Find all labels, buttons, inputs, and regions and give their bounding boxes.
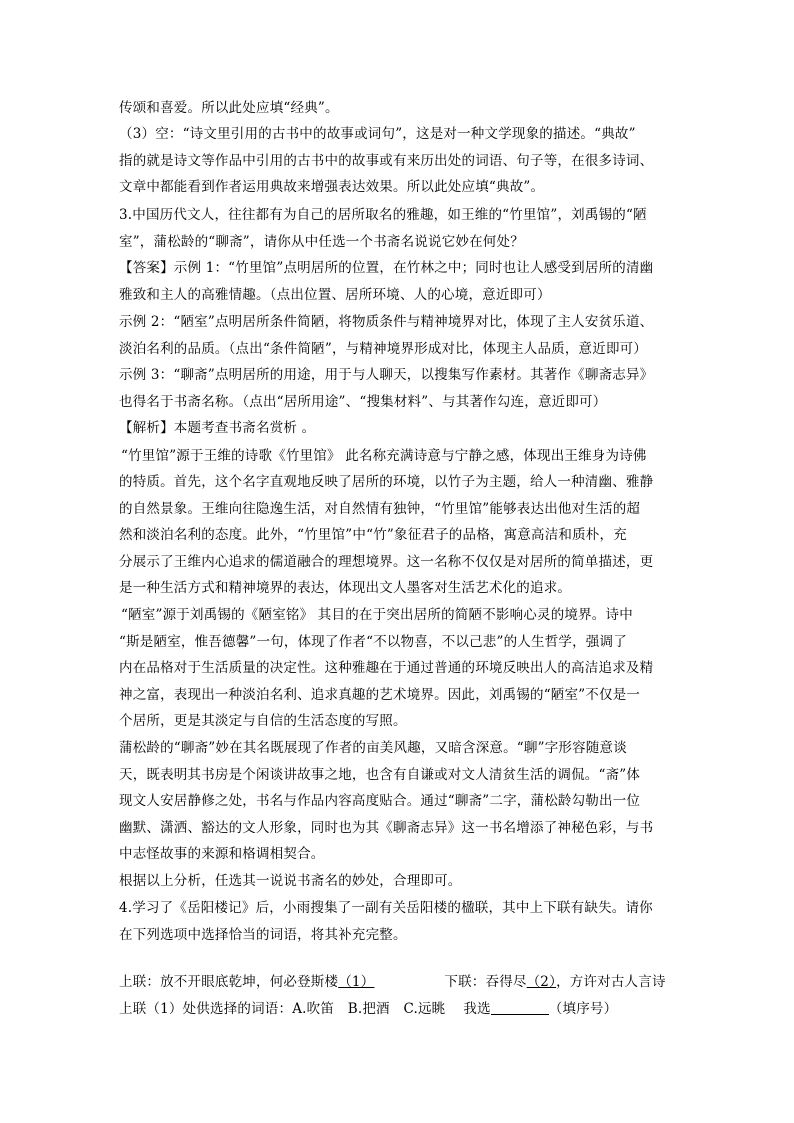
text-line: “竹里馆”源于王维的诗歌《竹里馆》 此名称充满诗意与宁静之感，体现出王维身为诗佛 [121, 448, 647, 464]
lower-blank: （2） [526, 974, 557, 990]
text-line: 示例 2：“陋室”点明居所条件简陋，将物质条件与精神境界对比，体现了主人安贫乐道、 [119, 314, 654, 330]
text-line: 也得名于书斋名称。（点出“居所用途”、“搜集材料”、与其著作勾连，意近即可） [119, 394, 607, 410]
upper-blank: （1） [338, 974, 375, 990]
options-text: 上联（1）处供选择的词语：A.吹笛 B.把酒 C.远眺 [119, 1001, 446, 1017]
options-line [119, 999, 617, 1019]
text-line: 【解析】本题考查书斋名赏析 。 [119, 420, 316, 436]
text-line: 内在品格对于生活质量的决定性。这种雅趣在于通过普通的环境反映出人的高洁追求及精 [119, 660, 654, 676]
text-line: 的自然景象。王维向往隐逸生活，对自然情有独钟，“竹里馆”能够表达出他对生活的超 [119, 501, 641, 517]
upper-prefix: 上联：放不开眼底乾坤，何必登斯楼 [119, 974, 339, 990]
text-line: 蒲松龄的“聊斋”妙在其名既展现了作者的亩美风趣，又暗含深意。“聊”字形容随意谈 [119, 740, 627, 756]
text-line: 神之富，表现出一种淡泊名利、追求真趣的艺术境界。因此，刘禹锡的“陋室”不仅是一 [119, 687, 641, 703]
text-line: 【答案】示例 1：“竹里馆”点明居所的位置，在竹林之中；同时也让人感受到居所的清幽 [119, 260, 654, 276]
text-line: 分展示了王维内心追求的儒道融合的理想境界。这一名称不仅仅是对居所的简单描述，更 [119, 554, 654, 570]
text-line: 然和淡泊名利的态度。此外，“竹里馆”中“竹”象征君子的品格，寓意高洁和质朴，充 [119, 527, 627, 543]
text-line: 淡泊名利的品质。（点出“条件简陋”，与精神境界形成对比，体现主人品质，意近即可） [119, 341, 648, 357]
text-line: “陋室”源于刘禹锡的《陋室铭》 其目的在于突出居所的简陋不影响心灵的境界。诗中 [121, 607, 633, 623]
text-line: 指的就是诗文等作品中引用的古书中的故事或有来历出处的词语、句子等，在很多诗词、 [119, 153, 654, 169]
text-line: 根据以上分析，任选其一说说书斋名的妙处，合理即可。 [119, 873, 462, 889]
couplet-line [119, 972, 666, 992]
text-line: 在下列选项中选择恰当的词语，将其补充完整。 [119, 927, 407, 943]
text-line: 个居所，更是其淡定与自信的生活态度的写照。 [119, 713, 407, 729]
fill-note: （填序号） [548, 1001, 618, 1017]
lower-prefix: 下联：吞得尽 [444, 974, 527, 990]
text-line: 文章中都能看到作者运用典故来增强表达效果。所以此处应填“典故”。 [119, 179, 545, 195]
text-line: 室”，蒲松龄的“聊斋”，请你从中任选一个书斋名说说它妙在何处？ [119, 234, 524, 250]
text-line: 传颂和喜爱。所以此处应填“经典”。 [119, 100, 339, 116]
text-line: 3.中国历代文人，往往都有为自己的居所取名的雅趣，如王维的“竹里馆”，刘禹锡的“陋 [119, 207, 647, 223]
text-line: 的特质。首先，这个名字直观地反映了居所的环境，以竹子为主题，给人一种清幽、雅静 [119, 474, 654, 490]
text-line: 中志怪故事的来源和格调相契合。 [119, 846, 325, 862]
text-line: 是一种生活方式和精神境界的表达，体现出文人墨客对生活艺术化的追求。 [119, 580, 572, 596]
text-line: 现文人安居静修之处，书名与作品内容高度贴合。通过“聊斋”二字，蒲松龄勾勒出一位 [119, 793, 641, 809]
text-line: 4.学习了《岳阳楼记》后，小雨搜集了一副有关岳阳楼的楹联，其中上下联有缺失。请你 [119, 900, 653, 916]
text-line: 幽默、潇洒、豁达的文人形象，同时也为其《聊斋志异》这一书名增添了神秘色彩，与书 [119, 820, 654, 836]
text-line: “斯是陋室，惟吾德馨”一句，体现了作者“不以物喜，不以己悲”的人生哲学，强调了 [119, 634, 627, 650]
lower-suffix: ，方许对古人言诗 [556, 974, 666, 990]
text-line: 示例 3：“聊斋”点明居所的用途，用于与人聊天，以搜集写作素材。其著作《聊斋志异》 [119, 367, 654, 383]
pick-label: 我选 [463, 1001, 491, 1017]
text-line: （3）空：“诗文里引用的古书中的故事或词句”，这是对一种文学现象的描述。“典故” [119, 126, 636, 142]
answer-blank[interactable] [491, 1000, 549, 1015]
text-line: 天，既表明其书房是个闲谈讲故事之地，也含有自谦或对文人清贫生活的调侃。“斋”体 [119, 767, 641, 783]
text-line: 雅致和主人的高雅情趣。（点出位置、居所环境、人的心境，意近即可） [119, 287, 551, 303]
